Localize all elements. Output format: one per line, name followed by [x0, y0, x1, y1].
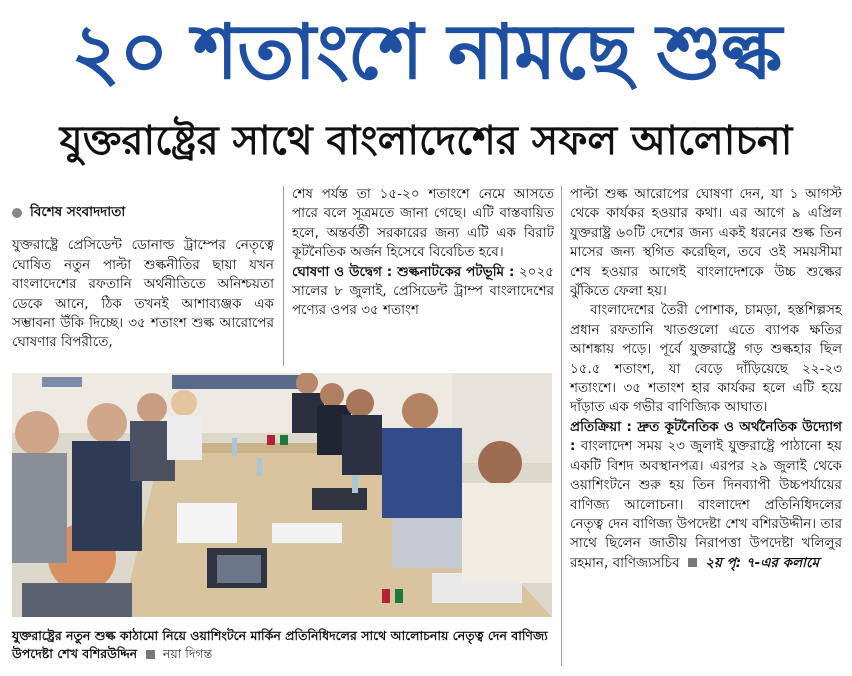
- column-1-paragraph: যুক্তরাষ্ট্রে প্রেসিডেন্ট ডোনাল্ড ট্রাম্পের নেতৃত্বে ঘোষিত নতুন পাল্টা শুল্কনীতির ছায়া যখন বাংলাদেশের রফতানি অর্থনীতিতে অনিশ্চয়তা ডেকে আনে, ঠিক তখনই আশাব্যঞ্জক এক সম্ভাবনা উঁকি দিচ্ছে। ৩৫ শতাংশ শুল্ক আরোপের ঘোষণার বিপরীতে,: [12, 237, 274, 351]
- photo-caption-text: যুক্তরাষ্ট্রের নতুন শুল্ক কাঠামো নিয়ে ওয়াশিংটনে মার্কিন প্রতিনিধিদলের সাথে আলোচনায় নেতৃত্ব দেন বাণিজ্য উপদেষ্টা শেখ বশিরউদ্দিন: [12, 628, 548, 661]
- column-3-paragraph-3: বাংলাদেশ সময় ২৩ জুলাই যুক্তরাষ্ট্রে পাঠানো হয় একটি বিশদ অবস্থানপত্র। এরপর ২৯ জুলাই থেকে ওয়াশিংটনে শুরু হয় তিন দিনব্যাপী উচ্চপর্যায়ের বাণিজ্য আলোচনা। বাংলাদেশ প্রতিনিধিদলের নেতৃত্ব দেন বাণিজ্য উপদেষ্টা শেখ বশিরউদ্দীন। তার সাথে ছিলেন জাতীয় নিরাপত্তা উপদেষ্টা খলিলুর রহমান, বাণিজ্যসচিব: [570, 438, 842, 571]
- bullet-icon: [12, 208, 22, 218]
- column-1: [12, 203, 274, 353]
- headline: ২০ শতাংশে নামছে শুল্ক: [70, 7, 782, 96]
- column-3-paragraph-1: পাল্টা শুল্ক আরোপের ঘোষণা দেন, যা ১ আগস্ট থেকে কার্যকর হওয়ার কথা। এর আগে ৯ এপ্রিল যুক্তরাষ্ট্র ৬০টি দেশের জন্য একই ধরনের শুল্ক তিন মাসের জন্য স্থগিত করেছিল, তবে ওই সময়সীমা শেষ হওয়ার আগেই বাংলাদেশকে উচ্চ শুল্কের ঝুঁকিতে ফেলা হয়।: [570, 186, 842, 300]
- photo-source: নয়া দিগন্ত: [162, 646, 213, 661]
- byline: [12, 203, 274, 222]
- column-2-paragraph-1: শেষ পর্যন্ত তা ১৫-২০ শতাংশে নেমে আসতে পারে বলে সূত্রমতে জানা গেছে। এটি বাস্তবায়িত হলে, অন্তর্বর্তী সরকারের জন্য এটি এক বিরাট কূটনৈতিক অর্জন হিসেবে বিবেচিত হবে।: [292, 186, 554, 261]
- news-photo: [12, 373, 552, 617]
- continued-note: ২য় পৃ: ৭-এর কলামে: [705, 554, 820, 571]
- photo-caption: [12, 627, 552, 663]
- column-3-paragraph-2: বাংলাদেশের তৈরী পোশাক, চামড়া, হস্তশিল্পসহ প্রধান রফতানি খাতগুলো এতে ব্যাপক ক্ষতির আশঙ্কায় পড়ে। পূর্বে যুক্তরাষ্ট্রে গড় শুল্কহার ছিল ১৫.৫ শতাংশ, যা বেড়ে দাঁড়িয়েছে ২২-২৩ শতাংশে। ৩৫ শতাংশ হার কার্যকর হলে এটি হয়ে দাঁড়াত এক গভীর বাণিজ্যিক আঘাত।: [570, 302, 842, 416]
- byline-text: বিশেষ সংবাদদাতা: [30, 204, 126, 220]
- column-2: [292, 185, 554, 321]
- column-3: [570, 185, 842, 573]
- square-bullet-icon: [688, 558, 697, 567]
- square-bullet-icon: [146, 650, 155, 659]
- section-heading: ঘোষণা ও উদ্বেগ : শুল্কনাটকের পটভূমি :: [292, 263, 515, 280]
- subheadline: যুক্তরাষ্ট্রের সাথে বাংলাদেশের সফল আলোচনা: [59, 118, 793, 164]
- column-divider: [283, 186, 284, 366]
- meeting-photo-illustration: [12, 373, 552, 617]
- section-heading: প্রতিক্রিয়া : দ্রুত কূটনৈতিক ও অর্থনৈতিক উদ্যোগ :: [570, 418, 842, 455]
- column-2-paragraph-2: ২০২৫ সালের ৮ জুলাই, প্রেসিডেন্ট ট্রাম্প বাংলাদেশের পণ্যের ওপর ৩৫ শতাংশ: [292, 263, 554, 319]
- column-divider: [561, 186, 562, 666]
